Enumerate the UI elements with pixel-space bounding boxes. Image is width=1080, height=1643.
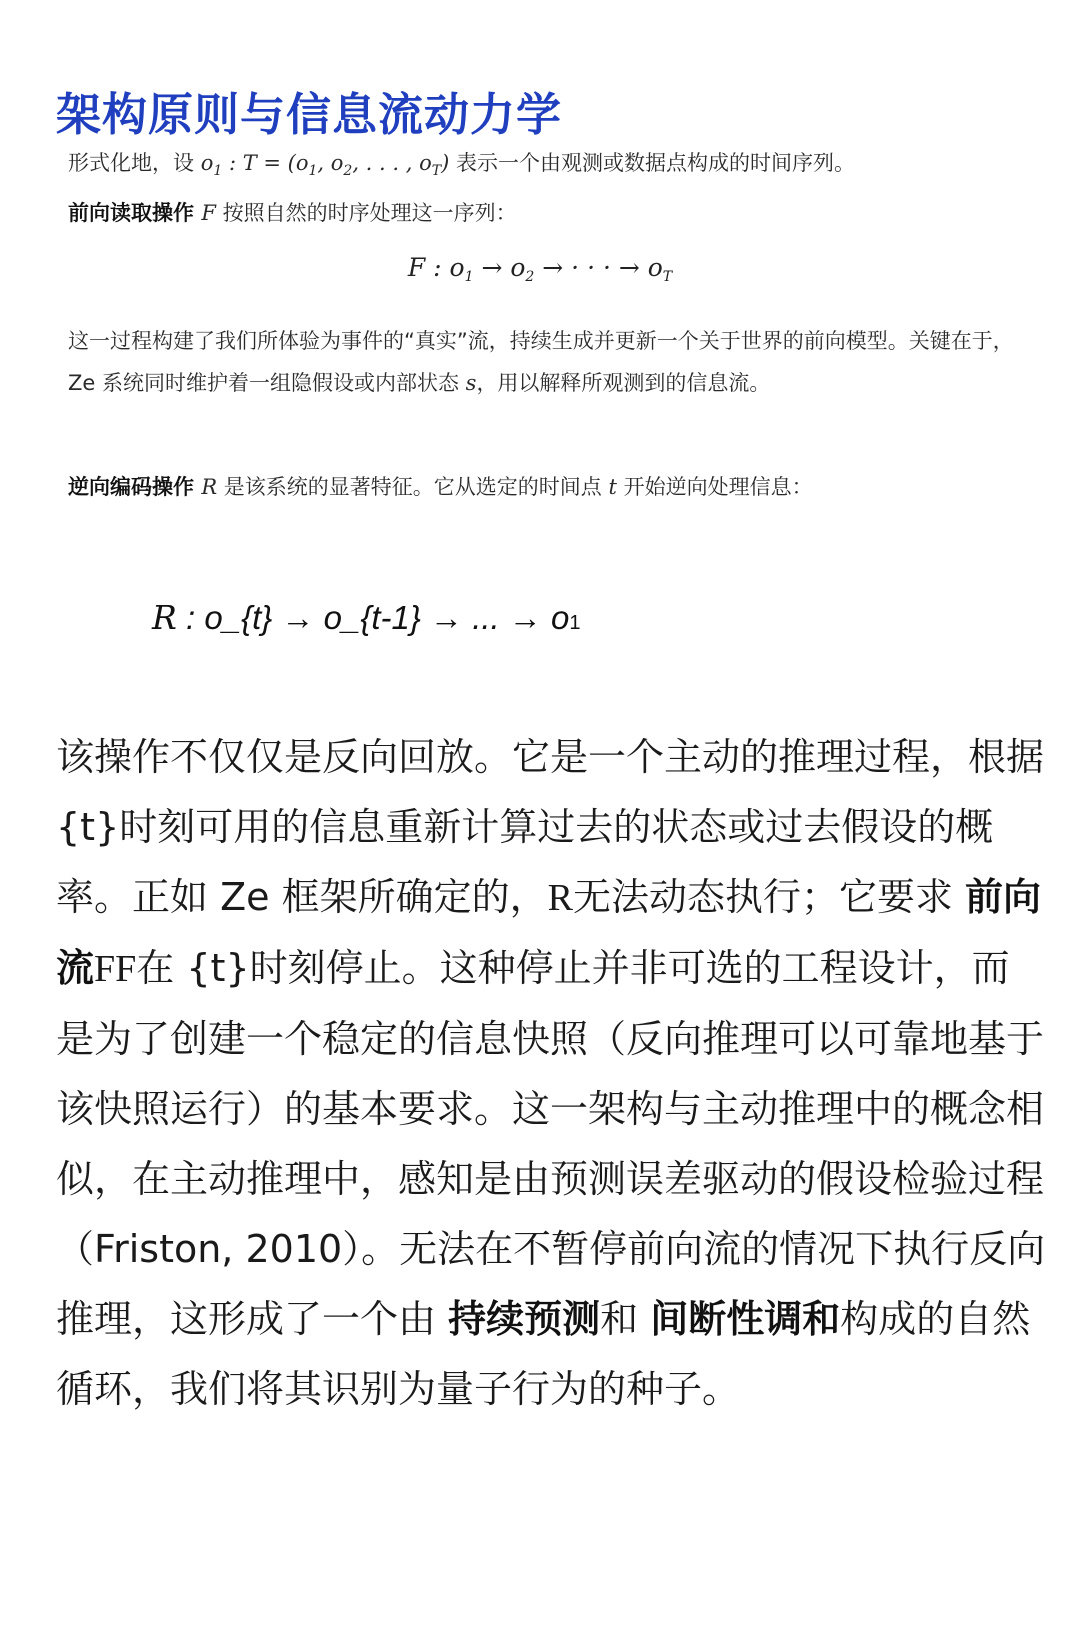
math-sequence: ) [441,151,450,175]
eq-sub: T [662,269,673,285]
eq-sub: 1 [569,612,581,634]
math-sub: 1 [308,163,318,179]
text: ，用以解释所观测到的信息流。 [476,371,771,395]
text: 按照自然的时序处理这一序列： [215,201,517,225]
bold-term: 持续预测 [448,1297,601,1341]
bold-term: 前向读取操作 [68,201,202,225]
bold-term: 逆向编码操作 [68,475,202,499]
math-o: o [200,151,214,175]
text: 构成的自然循环，我们将其识别为量子行为的种子。 [56,1297,1031,1411]
equation-forward [0,253,1080,285]
page-title: 架构原则与信息流动力学 [56,88,563,141]
math-R: R [152,598,177,637]
math-sub: 2 [343,163,353,179]
text: 是该系统的显著特征。它从选定的时间点 [217,475,609,499]
text-R: R [547,877,573,919]
text: 开始逆向处理信息： [616,475,813,499]
text: 和 [600,1297,651,1341]
math-F: F [201,201,216,225]
eq-part: : o_{t} → o_{t-1} → ... → o [176,599,570,636]
math-sub: T [431,163,442,179]
text: 形式化地，设 [68,151,201,175]
math-sub: 1 [213,163,223,179]
text: 表示一个由观测或数据点构成的时间序列。 [449,151,855,175]
paragraph-formal-definition [68,142,1028,234]
equation-reverse [152,598,581,637]
bold-term: 前向流 [56,875,1042,990]
text-FF: FF [94,948,137,990]
math-sequence: , o [317,151,344,175]
bold-term: 间断性调和 [650,1297,841,1341]
text: 该操作不仅仅是反向回放。它是一个主动的推理过程，根据 {t}时刻可用的信息重新计算过去的状态或过去假设的概率。正如 Ze 框架所确定的， [56,735,1045,919]
eq-part: F : o [407,253,465,282]
math-s: s [465,371,477,395]
eq-part: → · · · → o [534,253,663,282]
paragraph-forward-model [68,320,1028,404]
eq-part: → o [473,253,526,282]
paragraph-reverse-encoding [68,466,1028,508]
body-paragraph [56,722,1046,1424]
math-sequence: : T = (o [222,151,309,175]
eq-sub: 2 [525,269,535,285]
text: 无法动态执行；它要求 [572,875,966,919]
math-t: t [608,475,617,499]
math-sequence: , . . . , o [352,151,432,175]
text: 在 {t}时刻停止。这种停止并非可选的工程设计，而是为了创建一个稳定的信息快照（反向推理可以可靠地基于该快照运行）的基本要求。这一架构与主动推理中的概念相似，在主动推理中，感知是由预测误差驱动的假设检验过程（Friston, 2010）。无法在不暂停前向流的情况下执行反向推理，这形成了一个由 [56,946,1046,1341]
math-R: R [201,475,218,499]
text: 这一过程构建了我们所体验为事件的“真实”流，持续生成并更新一个关于世界的前向模型。关键在于，Ze 系统同时维护着一组隐假设或内部状态 [68,329,1014,395]
eq-sub: 1 [464,269,474,285]
